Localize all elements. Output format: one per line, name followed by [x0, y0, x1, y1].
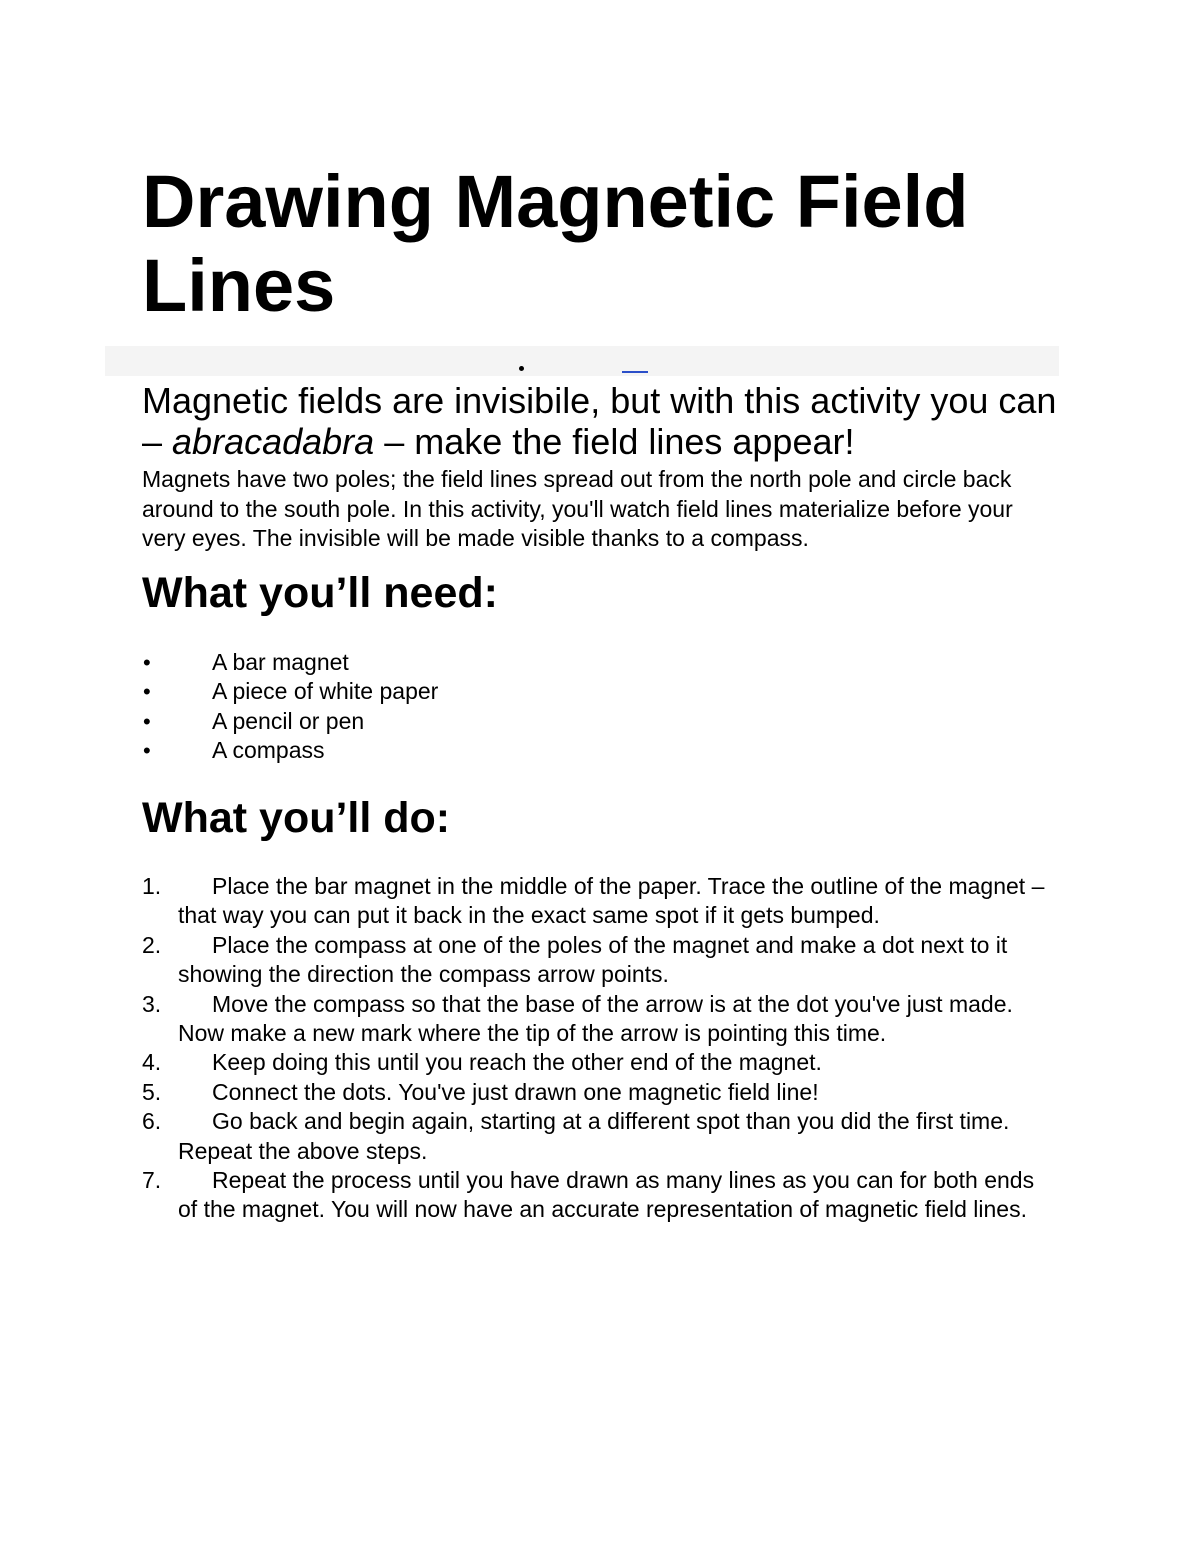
step-text: Repeat the process until you have drawn as many lines as you can for both ends of the magnet. You will now have an accurate representation of magnetic field lines. — [178, 1167, 1035, 1223]
list-item-text: A compass — [212, 736, 325, 763]
step-item — [142, 1078, 1052, 1107]
list-item-text: A bar magnet — [212, 649, 349, 675]
list-item — [142, 736, 1042, 765]
step-number: 6. — [142, 1108, 162, 1135]
list-item — [142, 648, 1042, 677]
step-number: 4. — [142, 1049, 162, 1076]
step-item — [142, 990, 1052, 1049]
lead-paragraph — [142, 380, 1062, 462]
toolbar-link-underline[interactable] — [622, 371, 648, 373]
toolbar-dot-icon — [519, 366, 524, 371]
bullet-icon: • — [143, 737, 151, 763]
lead-text-after: – make the field lines appear! — [374, 421, 855, 462]
page-title: Drawing Magnetic Field Lines — [142, 160, 969, 327]
needs-list — [142, 648, 1042, 765]
bullet-icon: • — [143, 679, 151, 705]
share-toolbar-strip — [105, 346, 1059, 376]
list-item-text: A pencil or pen — [212, 707, 365, 734]
step-text: Keep doing this until you reach the other end of the magnet. — [212, 1049, 822, 1076]
steps-list — [142, 872, 1052, 1225]
step-number: 3. — [142, 990, 162, 1017]
bullet-icon: • — [143, 650, 151, 675]
list-item — [142, 677, 1042, 706]
step-text: Connect the dots. You've just drawn one magnetic field line! — [212, 1078, 819, 1105]
step-number: 2. — [142, 931, 162, 958]
step-item — [142, 1048, 1052, 1077]
list-item — [142, 707, 1042, 736]
intro-paragraph: Magnets have two poles; the field lines spread out from the north pole and circle back around to the south pole. In this activity, you'll watch field lines materialize before your very eyes. The invisible will be made visible thanks to a compass. — [142, 466, 1013, 551]
list-item-text: A piece of white paper — [212, 678, 439, 705]
step-text: Move the compass so that the base of the arrow is at the dot you've just made. Now make a new mark where the tip of the arrow is pointing this time. — [178, 990, 1013, 1047]
lead-text-before: Magnetic fields are invisibile, but with this activity you can – — [142, 380, 1057, 462]
lead-emphasis: abracadabra — [172, 421, 375, 462]
needs-heading: What you’ll need: — [142, 569, 498, 617]
bullet-icon: • — [143, 708, 151, 734]
step-text: Place the bar magnet in the middle of the paper. Trace the outline of the magnet – that way you can put it back in the exact same spot if it gets bumped. — [178, 873, 1045, 929]
step-number: 1. — [142, 873, 162, 899]
step-number: 7. — [142, 1167, 162, 1194]
step-item — [142, 931, 1052, 990]
step-text: Place the compass at one of the poles of the magnet and make a dot next to it showing the direction the compass arrow points. — [178, 931, 1008, 988]
steps-heading: What you’ll do: — [142, 794, 451, 842]
step-item — [142, 1107, 1052, 1166]
step-number: 5. — [142, 1078, 162, 1105]
step-item — [142, 872, 1052, 931]
step-item — [142, 1166, 1052, 1225]
step-text: Go back and begin again, starting at a different spot than you did the first time. Repeat the above steps. — [178, 1108, 1010, 1164]
